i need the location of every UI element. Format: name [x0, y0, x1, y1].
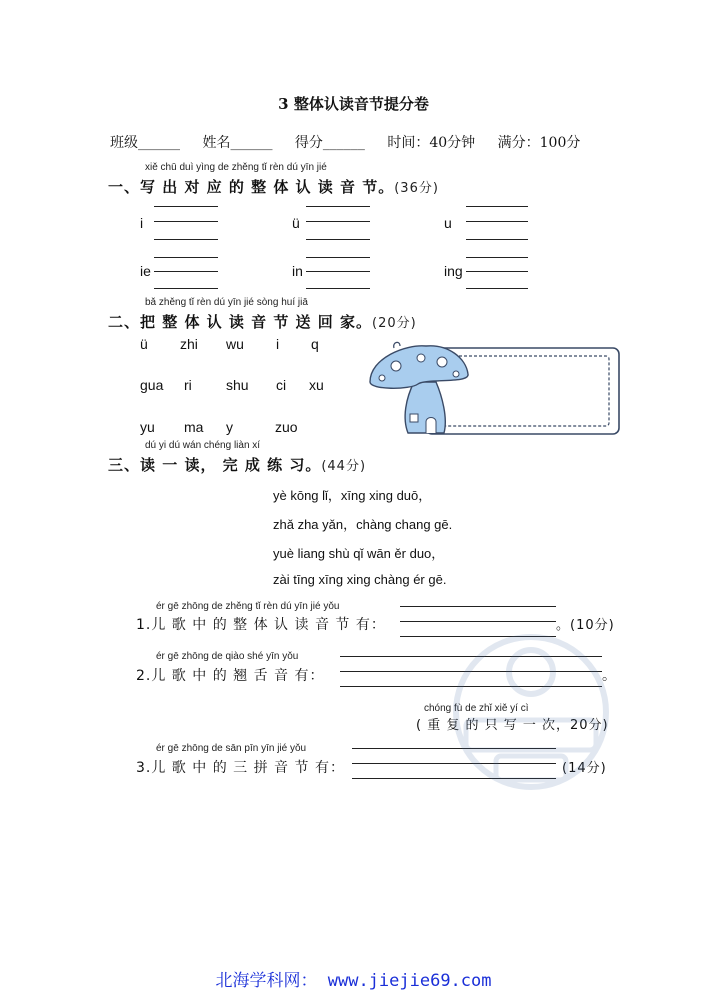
label-u-umlaut: ü	[292, 215, 300, 231]
section3-score: (44分)	[321, 459, 367, 474]
section1-heading	[108, 176, 439, 197]
section2-score: (20分)	[372, 316, 417, 331]
syllable-card[interactable]: ci	[276, 377, 287, 393]
mushroom-house-illustration	[366, 338, 622, 440]
section1-heading-text: 一、写 出 对 应 的 整 体 认 读 音 节。	[108, 178, 395, 196]
q1-text: 1.儿 歌 中 的 整 体 认 读 音 节 有：	[136, 617, 386, 633]
syllable-card[interactable]: yu	[140, 419, 155, 435]
syllable-card[interactable]: xu	[309, 377, 324, 393]
answer-line[interactable]	[400, 606, 556, 607]
info-line	[110, 132, 598, 152]
answer-line[interactable]	[306, 271, 370, 272]
answer-line[interactable]	[154, 288, 218, 289]
full-score-label: 满分：100分	[497, 135, 581, 151]
time-label: 时间：40分钟	[387, 135, 476, 151]
mushroom-window	[410, 414, 418, 422]
q2-pinyin: ér gē zhōng de qiào shé yīn yǒu	[156, 651, 299, 662]
answer-line[interactable]	[154, 221, 218, 222]
mushroom-door	[426, 418, 436, 434]
section3-heading	[108, 454, 366, 475]
answer-line[interactable]	[154, 271, 218, 272]
syllable-card[interactable]: ü	[140, 336, 148, 352]
mushroom-stem	[405, 382, 445, 433]
poem-line: zhǎ zha yǎn，chàng chang gē.	[273, 517, 453, 532]
syllable-card[interactable]: i	[276, 336, 280, 352]
syllable-card[interactable]: wu	[226, 336, 244, 352]
answer-line[interactable]	[154, 239, 218, 240]
q3-pinyin: ér gē zhōng de sān pīn yīn jié yǒu	[156, 743, 307, 754]
answer-line[interactable]	[306, 206, 370, 207]
section1-pinyin: xiě chū duì yìng de zhěng tǐ rèn dú yīn jié	[145, 162, 327, 173]
page-title: 3 整体认读音节提分卷	[278, 95, 429, 113]
q3-text: 3.儿 歌 中 的 三 拼 音 节 有：	[136, 760, 345, 776]
section3-heading-text: 三、读 一 读， 完 成 练 习。	[108, 456, 322, 474]
score-field: 得分______	[294, 135, 365, 151]
syllable-card[interactable]: zuo	[275, 419, 298, 435]
watermark-logo	[446, 632, 616, 792]
poem-line: yuè liang shù qǐ wān ěr duo，	[273, 546, 445, 561]
footer-site[interactable]: 北海学科网： www.jiejie69.com	[215, 971, 492, 991]
label-i: i	[140, 215, 144, 231]
label-ie: ie	[140, 263, 151, 279]
section2-heading-text: 二、把 整 体 认 读 音 节 送 回 家。	[108, 313, 373, 331]
answer-line[interactable]	[306, 239, 370, 240]
q1-score: 。(10分)	[556, 618, 615, 633]
syllable-card[interactable]: y	[226, 419, 233, 435]
label-u: u	[444, 215, 452, 231]
q2-text: 2.儿 歌 中 的 翘 舌 音 有：	[136, 668, 325, 684]
q3-score: (14分)	[562, 761, 607, 776]
answer-line[interactable]	[306, 257, 370, 258]
note-text: ( 重 复 的 只 写 一 次，20分)	[416, 718, 609, 733]
answer-line[interactable]	[466, 221, 528, 222]
syllable-card[interactable]: ma	[184, 419, 204, 435]
answer-line[interactable]	[466, 271, 528, 272]
class-field: 班级______	[110, 135, 180, 151]
name-field: 姓名______	[202, 135, 273, 151]
answer-line[interactable]	[400, 621, 556, 622]
syllable-card[interactable]: zhi	[180, 336, 198, 352]
poem-line: yè kōng lǐ，xīng xing duō，	[273, 488, 432, 503]
note-pinyin: chóng fù de zhǐ xiě yí cì	[424, 703, 529, 714]
q1-pinyin: ér gē zhōng de zhěng tǐ rèn dú yīn jié yǒu	[156, 601, 340, 612]
answer-line[interactable]	[154, 206, 218, 207]
section2-pinyin: bǎ zhěng tǐ rèn dú yīn jié sòng huí jiā	[145, 297, 308, 308]
q2-end: 。	[602, 668, 617, 684]
label-in: in	[292, 263, 303, 279]
answer-line[interactable]	[154, 257, 218, 258]
syllable-card[interactable]: gua	[140, 377, 164, 393]
section3-pinyin: dú yi dú wán chéng liàn xí	[145, 440, 261, 451]
answer-line[interactable]	[466, 288, 528, 289]
section1-score: (36分)	[394, 181, 439, 196]
section2-heading	[108, 311, 417, 332]
label-ing: ing	[444, 263, 463, 279]
answer-line[interactable]	[466, 206, 528, 207]
syllable-card[interactable]: q	[311, 336, 319, 352]
syllable-card[interactable]: ri	[184, 377, 192, 393]
answer-line[interactable]	[306, 221, 370, 222]
answer-line[interactable]	[466, 239, 528, 240]
answer-line[interactable]	[306, 288, 370, 289]
poem-line: zài tīng xīng xing chàng ér gē.	[273, 572, 447, 587]
syllable-card[interactable]: shu	[226, 377, 249, 393]
answer-line[interactable]	[466, 257, 528, 258]
